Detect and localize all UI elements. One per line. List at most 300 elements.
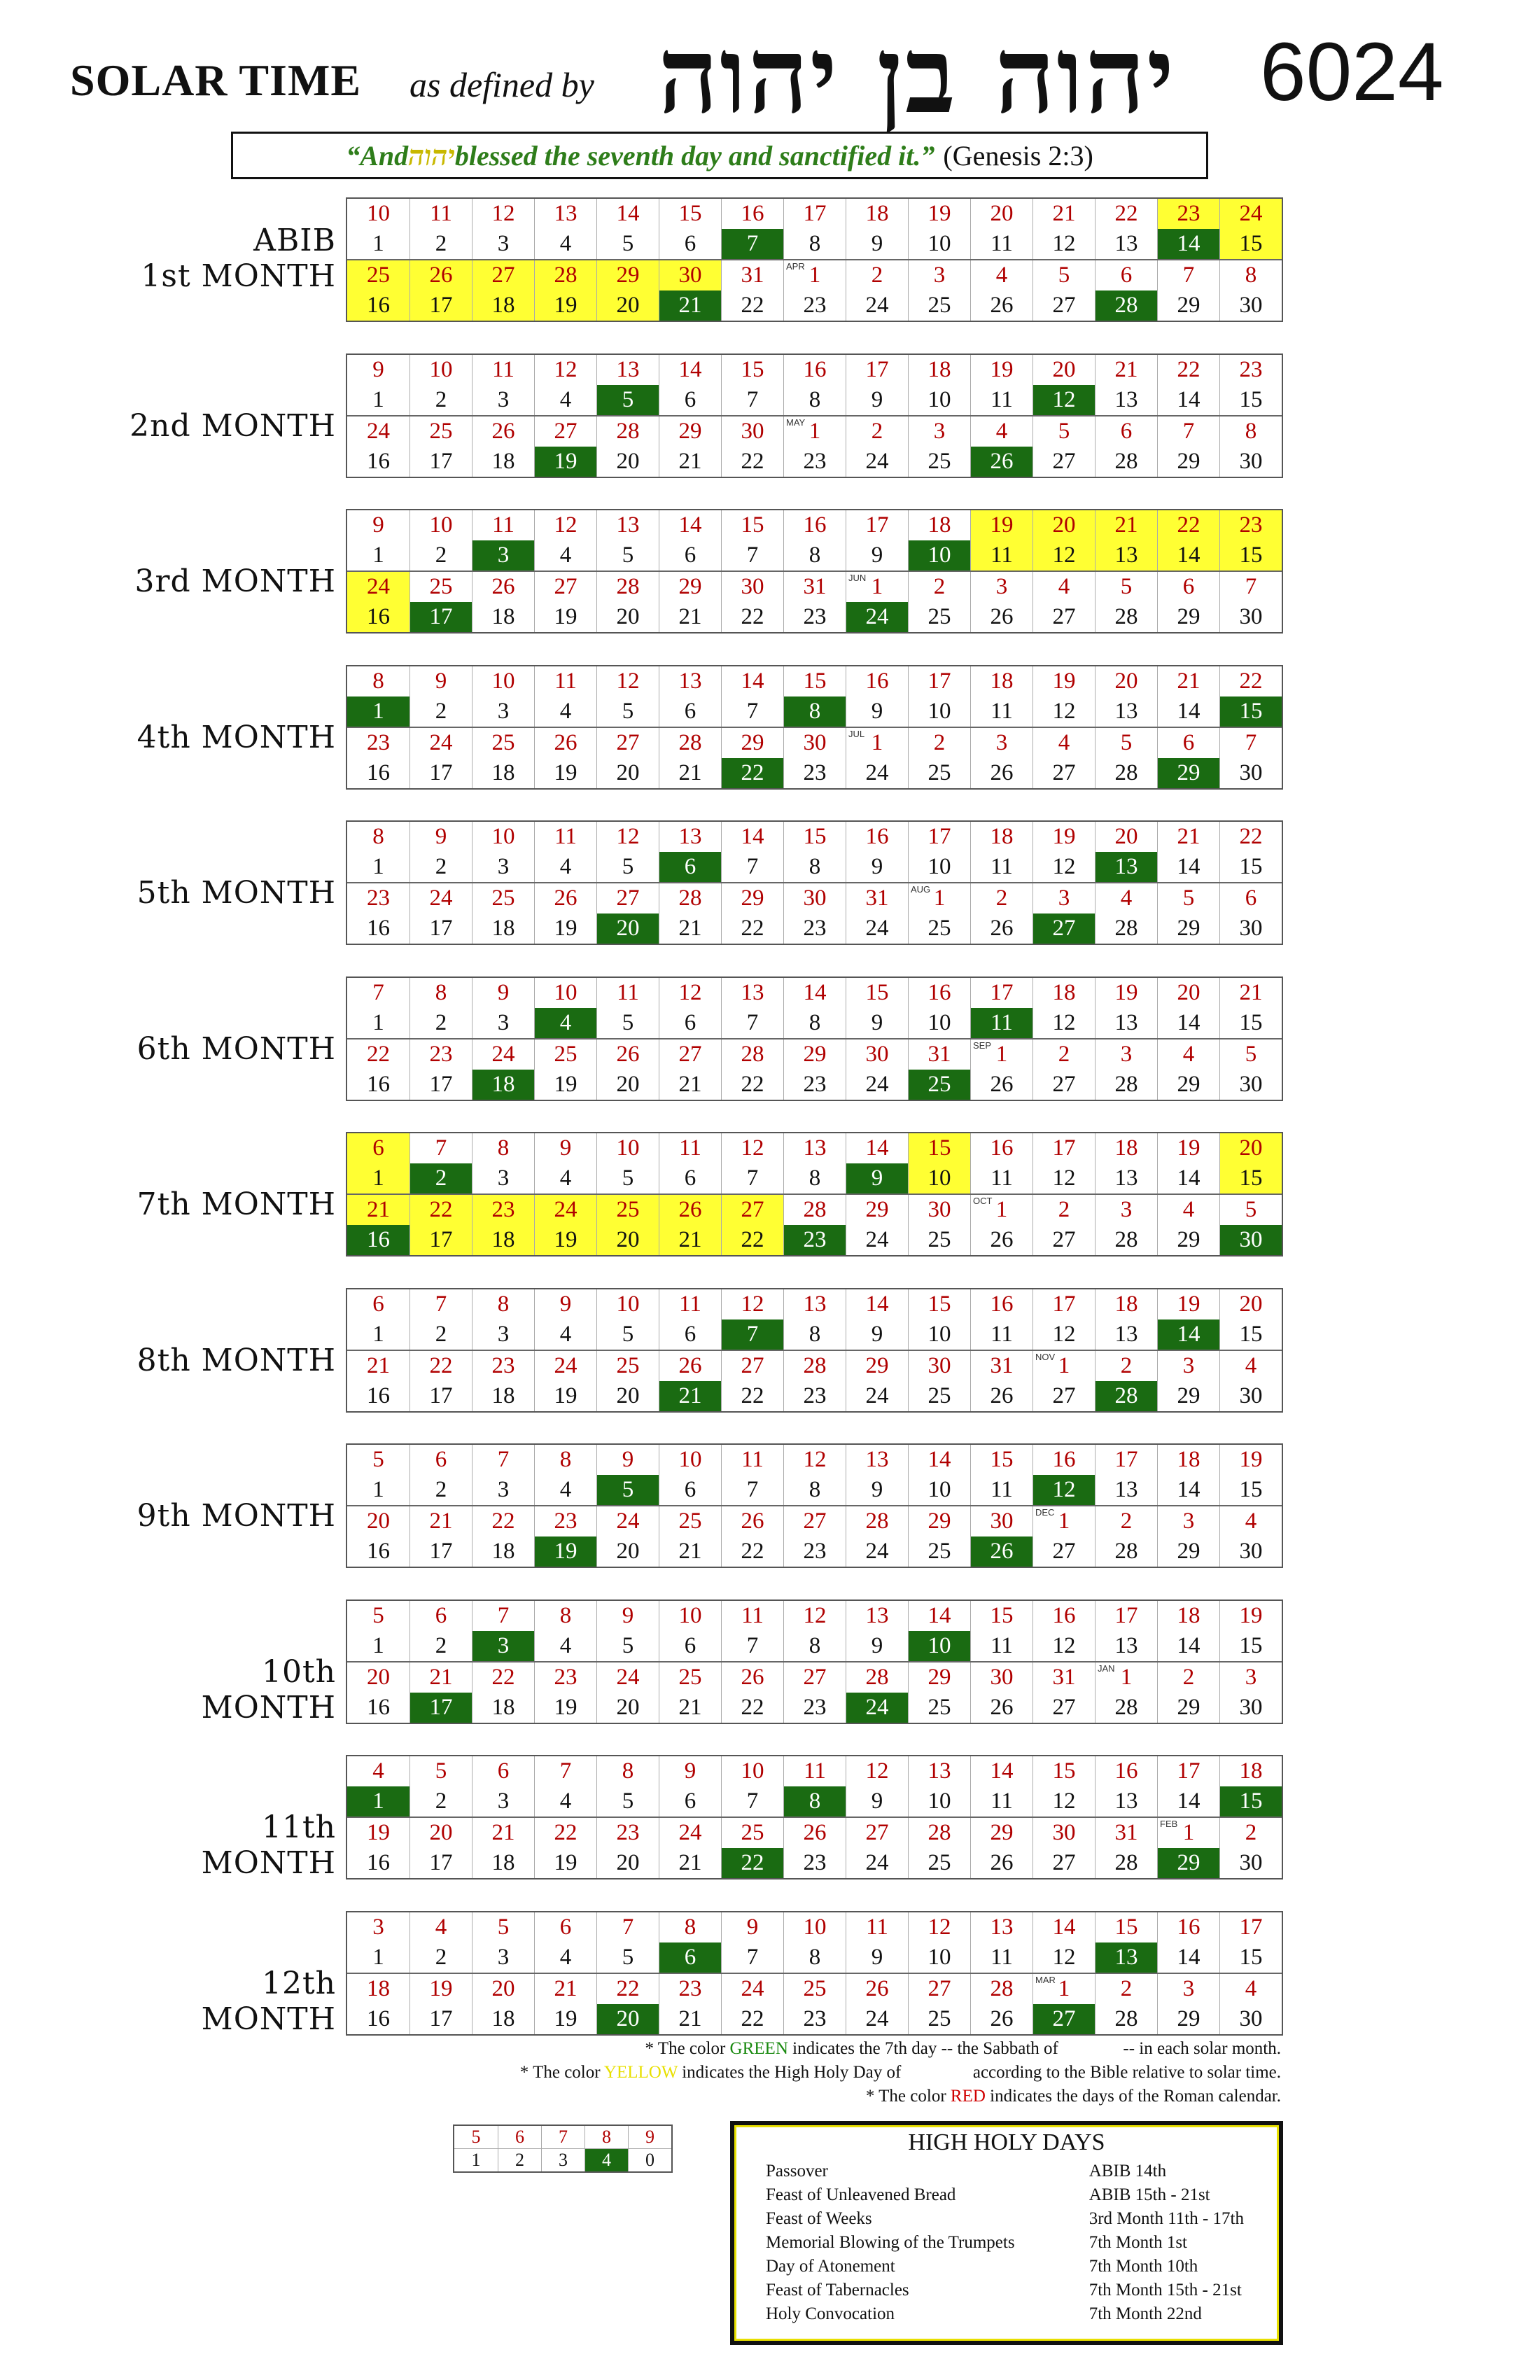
day-number: 4 [1120,886,1133,911]
day-number: 27 [1052,1227,1076,1252]
month-grid [346,1132,1283,1256]
day-number: 11 [990,1477,1013,1502]
day-cell [347,1974,410,2004]
day-number: 15 [1239,1477,1263,1502]
day-number: 16 [367,604,390,629]
day-cell [410,385,472,415]
day-cell [1219,1008,1282,1038]
day-cell [1157,1475,1219,1505]
day-number: 5 [1182,886,1195,911]
day-number: 10 [927,1477,951,1502]
day-number: 4 [1245,1976,1257,2001]
day-cell [846,1631,908,1661]
day-number: 23 [491,1197,515,1222]
day-number: 13 [1114,387,1138,412]
day-cell [596,978,659,1008]
day-cell [347,1008,410,1038]
day-number: 8 [497,1292,510,1317]
day-number: 25 [927,1695,951,1720]
holy-day-date: ABIB 14th [1088,2162,1167,2180]
day-cell [908,1475,970,1505]
day-cell [472,1225,534,1255]
day-cell [347,602,410,632]
mini-row-bottom [454,2148,671,2171]
day-number: 30 [1239,1539,1263,1564]
day-cell [908,1008,970,1038]
day-cell [1219,822,1282,852]
day-cell [1219,913,1282,944]
day-cell [534,1818,596,1848]
day-cell [1219,290,1282,321]
day-number: 23 [554,1665,578,1690]
day-number: 31 [927,1042,951,1067]
day-cell [970,1040,1032,1070]
day-cell [472,1381,534,1411]
grid-row [347,1693,1282,1723]
day-cell [908,666,970,696]
day-number: 19 [1052,668,1076,694]
quote-reference: (Genesis 2:3) [943,139,1093,172]
day-cell [596,510,659,540]
day-number: 9 [559,1135,572,1161]
day-number: 8 [808,1788,821,1814]
day-cell [472,602,534,632]
day-number: 18 [1239,1758,1263,1784]
day-number: 16 [367,1383,390,1408]
day-cell [721,696,783,727]
day-number: 20 [616,760,640,785]
day-cell [410,540,472,570]
day-number: 19 [990,512,1014,538]
day-cell [1219,1536,1282,1567]
day-number: 19 [554,1072,578,1097]
day-cell [783,1225,846,1255]
day-cell [534,883,596,913]
day-number: 22 [491,1508,515,1534]
day-cell [472,1662,534,1693]
day-cell [783,1942,846,1973]
day-number: 25 [927,1539,951,1564]
day-number: 2 [1120,1353,1133,1378]
day-number: 23 [803,1539,827,1564]
day-number: 19 [554,1383,578,1408]
day-number: 10 [803,1914,827,1940]
day-number: 18 [367,1976,390,2001]
day-cell [534,1163,596,1194]
day-number: 13 [865,1603,889,1628]
day-number: 30 [1239,1383,1263,1408]
day-number: 25 [927,1227,951,1252]
day-number: 7 [746,1010,759,1035]
day-number: 19 [554,1695,578,1720]
day-number: 6 [684,1788,696,1814]
day-cell [659,978,721,1008]
day-cell [908,416,970,447]
day-cell [846,1320,908,1350]
day-cell [1095,1848,1157,1878]
day-number: 2 [1058,1197,1070,1222]
day-number: 17 [429,1695,453,1720]
day-cell [846,1351,908,1381]
day-cell [659,1133,721,1163]
day-cell [1219,416,1282,447]
day-cell [534,1631,596,1661]
day-number: 12 [741,1135,764,1161]
day-number: 15 [1052,1758,1076,1784]
day-cell [1095,416,1157,447]
day-cell [1219,572,1282,602]
day-cell [347,666,410,696]
day-number: 30 [927,1197,951,1222]
day-cell [846,416,908,447]
day-number: 10 [927,1633,951,1658]
day-number: 17 [1177,1758,1200,1784]
grid-row [347,1038,1282,1070]
day-cell [347,229,410,259]
day-cell [347,572,410,602]
day-cell [1219,1848,1282,1878]
day-number: 30 [1239,1227,1263,1252]
day-number: 18 [491,1383,515,1408]
day-number: 21 [491,1820,515,1845]
day-number: 3 [372,1914,384,1940]
day-number: 13 [1114,1010,1138,1035]
day-cell [472,1133,534,1163]
day-number: 13 [1114,1633,1138,1658]
month-grid [346,354,1283,478]
day-cell [1032,1040,1095,1070]
day-number: 7 [435,1292,447,1317]
day-cell [472,1475,534,1505]
day-number: 14 [1177,1477,1200,1502]
day-cell [596,540,659,570]
day-cell [783,883,846,913]
day-number: 7 [746,542,759,568]
month-label [119,564,336,599]
day-cell [472,416,534,447]
day-number: 21 [678,2006,702,2031]
hebrew-title: יהוה בן יהוה [658,14,1176,137]
mini-week-table [453,2124,673,2173]
day-cell [970,1008,1032,1038]
holy-day-date: 7th Month 10th [1088,2257,1198,2276]
day-cell [721,1445,783,1475]
day-number: 8 [622,1758,634,1784]
day-number: 27 [1052,1695,1076,1720]
day-cell [908,199,970,229]
day-number: 2 [435,1322,447,1347]
day-cell [659,666,721,696]
day-cell [1219,666,1282,696]
day-cell [596,1445,659,1475]
day-cell [970,510,1032,540]
day-number: 17 [927,824,951,849]
grid-row [347,1505,1282,1536]
day-cell [1032,883,1095,913]
day-cell [534,1040,596,1070]
day-number: 19 [1114,980,1138,1005]
day-cell [596,913,659,944]
day-number: 2 [1120,1976,1133,2001]
day-cell [534,852,596,882]
day-number: 9 [871,1633,883,1658]
day-number: 31 [990,1353,1014,1378]
day-cell [596,229,659,259]
day-cell [1095,385,1157,415]
day-number: 3 [497,1477,510,1502]
day-number: 26 [990,604,1014,629]
day-cell [1095,290,1157,321]
day-cell [970,540,1032,570]
day-cell [472,2004,534,2034]
day-number: 10 [429,512,453,538]
day-cell [721,1040,783,1070]
day-number: 6 [684,1010,696,1035]
day-cell [347,1786,410,1816]
day-number: 2 [435,1477,447,1502]
day-number: 26 [990,1227,1014,1252]
day-number: 14 [803,980,827,1005]
day-cell [721,1848,783,1878]
day-cell [659,696,721,727]
day-cell [1219,1070,1282,1100]
day-number: 22 [1114,201,1138,226]
day-number: 9 [622,1447,634,1472]
day-number: 26 [990,1383,1014,1408]
day-cell [534,913,596,944]
day-cell [846,852,908,882]
day-number: 5 [622,1788,634,1814]
note-green: * The color GREEN indicates the 7th day -- the Sabbath of -- in each solar month. [645,2039,1281,2058]
day-number: 9 [871,854,883,879]
day-number: 27 [1052,1539,1076,1564]
day-cell [783,1662,846,1693]
day-cell [846,199,908,229]
roman-month-marker: OCT [973,1196,993,1206]
day-number: 23 [803,449,827,474]
day-cell [721,260,783,290]
day-number: 10 [927,699,951,724]
day-cell [908,385,970,415]
day-number: 17 [990,980,1014,1005]
day-number: 11 [990,1322,1013,1347]
day-cell [721,1008,783,1038]
day-cell [721,1536,783,1567]
day-cell [783,1008,846,1038]
day-number: 11 [990,699,1013,724]
day-cell [970,1133,1032,1163]
day-cell [908,822,970,852]
day-number: 8 [808,854,821,879]
day-cell [347,1536,410,1567]
day-cell [1095,199,1157,229]
day-cell [1032,416,1095,447]
day-number: 9 [871,1477,883,1502]
day-number: 15 [990,1447,1014,1472]
day-cell [659,758,721,788]
day-cell [1157,1631,1219,1661]
day-cell [659,510,721,540]
day-cell [534,1536,596,1567]
day-cell [347,355,410,385]
day-cell [534,1662,596,1693]
grid-row [347,1601,1282,1631]
day-number: 5 [622,387,634,412]
day-number: 11 [617,980,639,1005]
day-cell [1032,1225,1095,1255]
month-label [119,1654,336,1726]
day-cell [721,1195,783,1225]
grid-row [347,1225,1282,1255]
day-cell [410,1320,472,1350]
month-label [119,875,336,911]
day-cell [659,1289,721,1320]
day-number: 27 [803,1665,827,1690]
holy-day-row [766,2281,1256,2304]
day-number: 24 [678,1820,702,1845]
day-cell [970,1351,1032,1381]
day-cell [783,1351,846,1381]
day-number: 11 [554,668,577,694]
day-cell [1095,1756,1157,1786]
day-number: 1 [372,699,384,724]
page-title: SOLAR TIME [70,55,362,105]
day-number: 28 [803,1353,827,1378]
mini-row-top [454,2126,671,2148]
day-cell [472,1848,534,1878]
day-cell [472,540,534,570]
day-number: 17 [803,201,827,226]
day-number: 24 [491,1042,515,1067]
roman-month-marker: DEC [1035,1507,1055,1518]
day-number: 25 [927,760,951,785]
day-cell [783,1040,846,1070]
day-cell [721,913,783,944]
day-cell [472,1818,534,1848]
day-number: 25 [554,1042,578,1067]
day-number: 18 [1177,1447,1200,1472]
day-number: 29 [1177,449,1200,474]
day-number: 18 [1114,1135,1138,1161]
day-number: 11 [430,201,452,226]
day-number: 12 [616,824,640,849]
day-number: 6 [684,699,696,724]
day-cell [846,1195,908,1225]
day-cell [347,1662,410,1693]
day-number: 19 [367,1820,390,1845]
day-cell [1032,1320,1095,1350]
day-number: 3 [1058,886,1070,911]
day-number: 27 [803,1508,827,1534]
day-number: 29 [927,1665,951,1690]
day-cell [1095,883,1157,913]
day-cell [1032,913,1095,944]
day-cell [783,978,846,1008]
day-cell [1095,822,1157,852]
day-number: 13 [1114,854,1138,879]
day-number: 28 [1114,1850,1138,1875]
day-cell [908,978,970,1008]
day-number: 8 [808,699,821,724]
day-number: 15 [1239,1322,1263,1347]
day-cell [1032,260,1095,290]
day-cell [970,1974,1032,2004]
day-cell [1219,229,1282,259]
grid-row [347,290,1282,321]
day-cell [783,696,846,727]
day-number: 19 [554,760,578,785]
day-cell [970,883,1032,913]
day-number: 30 [1239,449,1263,474]
day-number: 23 [554,1508,578,1534]
roman-month-marker: APR [786,261,805,272]
day-cell [783,447,846,477]
mini-cell: 7 [541,2126,584,2148]
day-cell [908,1786,970,1816]
day-number: 27 [554,419,578,444]
day-number: 10 [927,1945,951,1970]
day-cell [970,1912,1032,1942]
day-number: 6 [684,1945,696,1970]
day-number: 18 [491,1072,515,1097]
day-cell [908,1974,970,2004]
day-number: 21 [678,916,702,941]
day-cell [534,1912,596,1942]
day-number: 12 [1052,1477,1076,1502]
day-number: 22 [741,1383,764,1408]
day-number: 29 [865,1353,889,1378]
day-number: 4 [559,854,572,879]
day-number: 24 [741,1976,764,2001]
day-cell [908,572,970,602]
day-cell [908,1195,970,1225]
day-number: 25 [491,730,515,755]
day-cell [410,1289,472,1320]
day-cell [1157,1506,1219,1536]
day-number: 25 [429,419,453,444]
day-number: 5 [1120,574,1133,599]
day-number: 5 [1245,1042,1257,1067]
day-number: 18 [491,293,515,318]
day-cell [534,1974,596,2004]
day-cell [721,602,783,632]
day-number: 30 [741,419,764,444]
day-number: 7 [1245,574,1257,599]
day-cell [472,385,534,415]
day-cell [410,1445,472,1475]
day-cell [410,1848,472,1878]
day-number: 12 [1052,1010,1076,1035]
day-cell [1032,1008,1095,1038]
day-number: 30 [803,730,827,755]
day-number: 22 [429,1353,453,1378]
day-cell [534,1756,596,1786]
day-cell [721,510,783,540]
day-number: 26 [990,916,1014,941]
day-cell [721,1475,783,1505]
day-cell [410,913,472,944]
day-number: 28 [1114,2006,1138,2031]
day-cell [846,1445,908,1475]
day-number: 10 [927,854,951,879]
day-number: 13 [1114,1477,1138,1502]
day-cell [534,1506,596,1536]
day-number: 11 [990,231,1013,256]
day-cell [783,1536,846,1567]
day-number: 24 [865,2006,889,2031]
day-cell [410,1662,472,1693]
day-number: 23 [1177,201,1200,226]
